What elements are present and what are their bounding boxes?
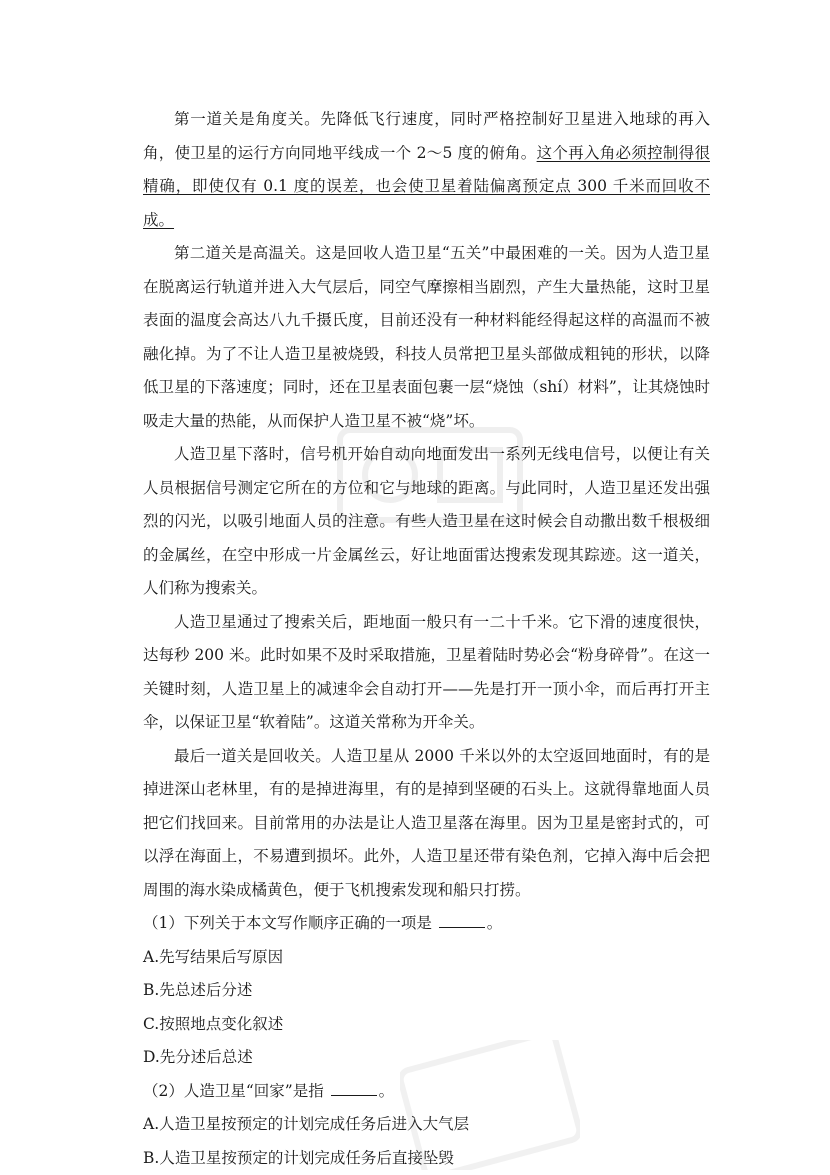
article-body [143, 103, 710, 1175]
paragraph: 人造卫星下落时，信号机开始自动向地面发出一系列无线电信号，以便让有关人员根据信号测定它所在的方位和它与地球的距离。与此同时，人造卫星还发出强烈的闪光，以吸引地面人员的注意。有些人造卫星在这时候会自动撒出数千根极细的金属丝，在空中形成一片金属丝云，好让地面雷达搜索发现其踪迹。这一道关，人们称为搜索关。 [143, 438, 710, 606]
question-text: （2）人造卫星“回家”是指 [143, 1082, 329, 1100]
option-a[interactable]: A.人造卫星按预定的计划完成任务后进入大气层 [143, 1108, 710, 1142]
paragraph: 第二道关是高温关。这是回收人造卫星“五关”中最困难的一关。因为人造卫星在脱离运行轨道并进入大气层后，同空气摩擦相当剧烈，产生大量热能，这时卫星表面的温度会高达八九千摄氏度，目前还没有一种材料能经得起这样的高温而不被融化掉。为了不让人造卫星被烧毁，科技人员常把卫星头部做成粗钝的形状，以降低卫星的下落速度；同时，还在卫星表面包裹一层“烧蚀（shí）材料”，让其烧蚀时吸走大量的热能，从而保护人造卫星不被“烧”坏。 [143, 237, 710, 438]
question-text: （1）下列关于本文写作顺序正确的一项是 [143, 914, 437, 932]
paragraph: 人造卫星通过了搜索关后，距地面一般只有一二十千米。它下滑的速度很快，达每秒 200 米。此时如果不及时采取措施，卫星着陆时势必会“粉身碎骨”。在这一关键时刻，人造卫星上的减速伞会自动打开——先是打开一顶小伞，而后再打开主伞，以保证卫星“软着陆”。这道关常称为开伞关。 [143, 606, 710, 740]
question-1-stem [143, 907, 710, 941]
option-b[interactable]: B.先总述后分述 [143, 974, 710, 1008]
question-text: 。 [487, 914, 503, 932]
paragraph [143, 103, 710, 237]
paragraph: 最后一道关是回收关。人造卫星从 2000 千米以外的太空返回地面时，有的是掉进深山老林里，有的是掉进海里，有的是掉到坚硬的石头上。这就得靠地面人员把它们找回来。目前常用的办法是让人造卫星落在海里。因为卫星是密封式的，可以浮在海面上，不易遭到损坏。此外，人造卫星还带有染色剂，它掉入海中后会把周围的海水染成橘黄色，便于飞机搜索发现和船只打捞。 [143, 740, 710, 908]
option-c[interactable]: C.按照地点变化叙述 [143, 1008, 710, 1042]
answer-blank[interactable] [331, 1075, 377, 1096]
answer-blank[interactable] [439, 907, 485, 928]
option-d[interactable]: D.先分述后总述 [143, 1041, 710, 1075]
paragraph-text: 第一道关是角度关。先降低飞行速度，同时严格控制好卫星进入地球的再入角，使卫星的运行方向同地平线成一个 2～5 度的俯角。 [143, 110, 710, 162]
underlined-sentence: 这个再入角必须控制得很精确，即使仅有 0.1 度的误差，也会使卫星着陆偏离预定点 300 千米而回收不成。 [143, 144, 710, 229]
option-b[interactable]: B.人造卫星按预定的计划完成任务后直接坠毁 [143, 1142, 710, 1175]
option-a[interactable]: A.先写结果后写原因 [143, 941, 710, 975]
question-text: 。 [379, 1082, 395, 1100]
question-2-stem [143, 1075, 710, 1109]
